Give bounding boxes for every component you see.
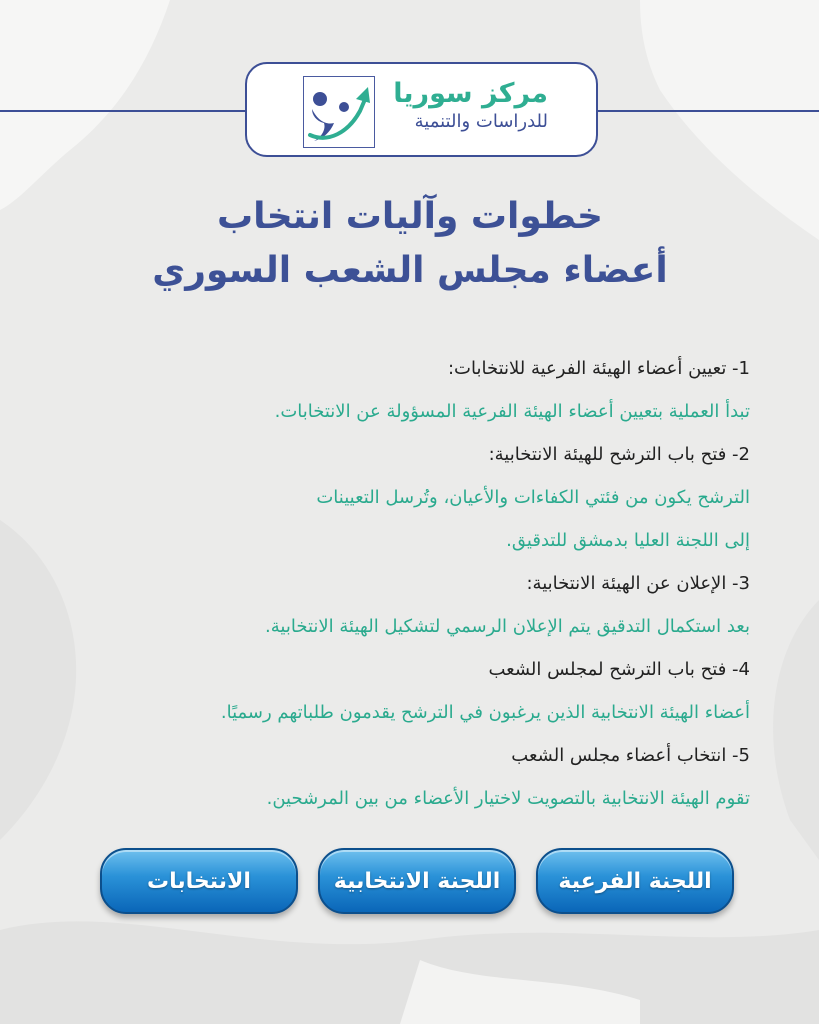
electoral-committee-button[interactable]: اللجنة الانتخابية — [318, 848, 516, 914]
logo-name: مركز سوريا — [393, 78, 548, 109]
step-2-description-line-1: الترشح يكون من فئتي الكفاءات والأعيان، وتُرسل التعيينات — [316, 487, 750, 508]
page-title — [60, 190, 760, 298]
logo-box — [245, 62, 598, 157]
step-3-description: بعد استكمال التدقيق يتم الإعلان الرسمي لتشكيل الهيئة الانتخابية. — [265, 616, 750, 637]
elections-button[interactable]: الانتخابات — [100, 848, 298, 914]
step-2-description-line-2: إلى اللجنة العليا بدمشق للتدقيق. — [506, 530, 750, 551]
step-5-title: 5- انتخاب أعضاء مجلس الشعب — [511, 745, 750, 766]
steps-list — [60, 347, 750, 820]
logo-subtitle: للدراسات والتنمية — [414, 111, 548, 132]
step-2-title: 2- فتح باب الترشح للهيئة الانتخابية: — [488, 444, 750, 465]
page-title-line-2: أعضاء مجلس الشعب السوري — [152, 250, 668, 291]
step-1-description: تبدأ العملية بتعيين أعضاء الهيئة الفرعية المسؤولة عن الانتخابات. — [274, 401, 750, 422]
person-arrow-logo-icon — [303, 76, 375, 148]
step-5-description: تقوم الهيئة الانتخابية بالتصويت لاختيار الأعضاء من بين المرشحين. — [266, 788, 750, 809]
step-4-description: أعضاء الهيئة الانتخابية الذين يرغبون في الترشح يقدمون طلباتهم رسميًا. — [220, 702, 750, 723]
step-4-title: 4- فتح باب الترشح لمجلس الشعب — [488, 659, 750, 680]
subcommittee-button[interactable]: اللجنة الفرعية — [536, 848, 734, 914]
page-title-line-1: خطوات وآليات انتخاب — [217, 196, 603, 237]
step-1-title: 1- تعيين أعضاء الهيئة الفرعية للانتخابات: — [447, 358, 750, 379]
step-3-title: 3- الإعلان عن الهيئة الانتخابية: — [526, 573, 750, 594]
